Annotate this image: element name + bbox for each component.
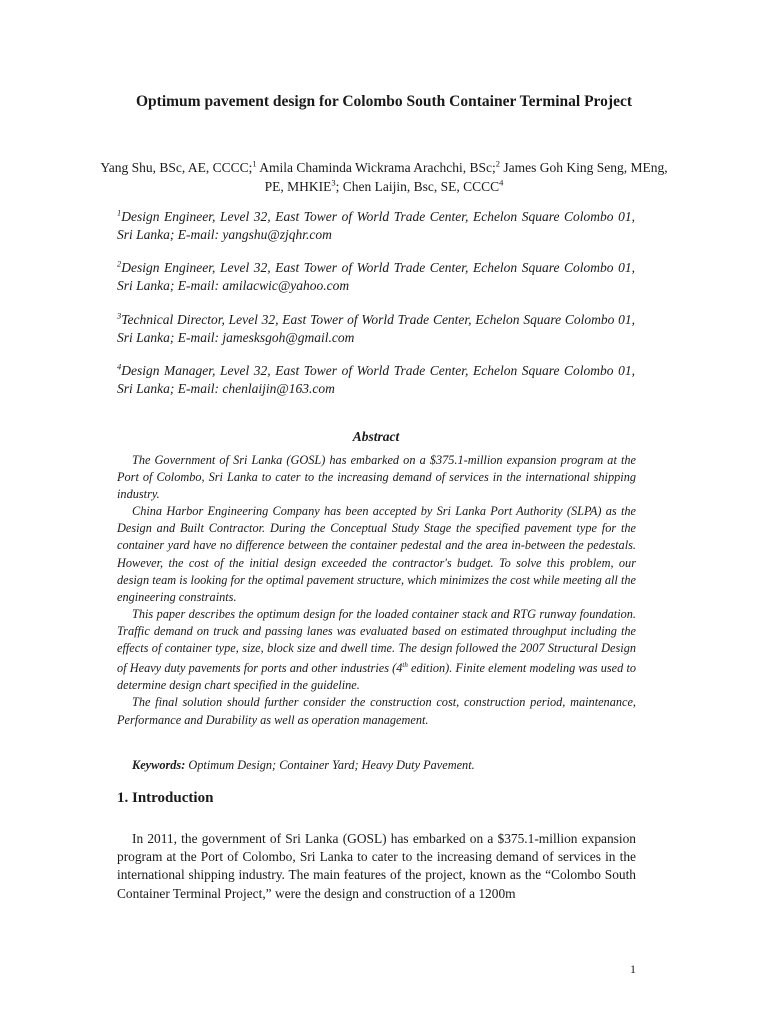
abstract-paragraph: The final solution should further consider the construction cost, construction period, maintenance, Performance and Durability as well as operation management. (117, 695, 636, 727)
introduction-paragraph: In 2011, the government of Sri Lanka (GOSL) has embarked on a $375.1-million expansion program at the Port of Colombo, Sri Lanka to cater to the increasing demand of services in the international shipping industry. The main features of the project, known as the “Colombo South Container Terminal Project,” were the design and construction of a 1200m (117, 831, 636, 901)
introduction-body (117, 830, 636, 903)
affiliation-marker: 4 (117, 361, 122, 372)
keywords-text: Optimum Design; Container Yard; Heavy Duty Pavement. (185, 758, 475, 772)
affiliation-text: Design Manager, Level 32, East Tower of World Trade Center, Echelon Square Colombo 01, Sri Lanka; E-mail: chenlaijin@163.com (117, 363, 635, 396)
page-number: 1 (630, 962, 636, 976)
affiliation-4 (117, 362, 635, 398)
affiliation-marker: 1 (117, 207, 122, 218)
abstract-paragraph: The Government of Sri Lanka (GOSL) has embarked on a $375.1-million expansion program at the Port of Colombo, Sri Lanka to cater to the increasing demand of services in the international shipping industry. (117, 453, 636, 502)
abstract-paragraph-text: This paper describes the optimum design for the loaded container stack and RTG runway foundation. Traffic demand on truck and passing lanes was evaluated based on estimated throughput including the effects of container type, size, block size and dwell time. The design followed the 2007 Structural Design of Heavy duty pavements for ports and other industries (4 (117, 606, 636, 676)
author-name: James Goh King Seng, MEng, PE, MHKIE (264, 160, 668, 194)
edition-ordinal-suffix: th (402, 661, 408, 670)
keywords-label: Keywords: (132, 758, 186, 772)
abstract-body (117, 452, 636, 729)
affiliation-text: Design Engineer, Level 32, East Tower of World Trade Center, Echelon Square Colombo 01, Sri Lanka; E-mail: amilacwic@yahoo.com (117, 260, 635, 293)
author-list (100, 158, 668, 196)
author-affiliation-marker: 2 (495, 158, 501, 169)
abstract-paragraph-text: edition). Finite element modeling was used to determine design chart specified in the guideline. (117, 661, 637, 693)
abstract-paragraph: China Harbor Engineering Company has been accepted by Sri Lanka Port Authority (SLPA) as the Design and Built Contractor. During the Conceptual Study Stage the specified pavement type for the container yard have no difference between the container pedestal and the area in-between the pedestals. However, the cost of the initial design exceeded the contractor's budget. To solve this problem, our design team is looking for the optimal pavement structure, which minimizes the cost while meeting all the engineering constraints. (117, 504, 636, 604)
section-heading-introduction: 1. Introduction (117, 790, 214, 806)
affiliation-1 (117, 208, 635, 244)
paper-title: Optimum pavement design for Colombo South Container Terminal Project (135, 93, 632, 110)
author-affiliation-marker: 3 (331, 177, 336, 188)
author-name: ; Chen Laijin, Bsc, SE, CCCC (335, 179, 500, 194)
affiliation-marker: 2 (117, 258, 122, 269)
author-affiliation-marker: 1 (252, 158, 257, 169)
affiliation-text: Design Engineer, Level 32, East Tower of World Trade Center, Echelon Square Colombo 01, Sri Lanka; E-mail: yangshu@zjqhr.com (117, 209, 635, 242)
author-name: Amila Chaminda Wickrama Arachchi, BSc; (256, 160, 496, 175)
abstract-heading: Abstract (352, 429, 400, 444)
affiliation-3 (117, 311, 635, 347)
affiliation-text: Technical Director, Level 32, East Tower of World Trade Center, Echelon Square Colombo 01, Sri Lanka; E-mail: jamesksgoh@gmail.com (117, 312, 635, 345)
author-name: Yang Shu, BSc, AE, CCCC; (100, 160, 253, 175)
affiliation-marker: 3 (117, 310, 122, 321)
abstract-paragraph (117, 606, 636, 695)
affiliation-2 (117, 259, 635, 295)
author-affiliation-marker: 4 (499, 177, 504, 188)
keywords-line (132, 757, 636, 774)
